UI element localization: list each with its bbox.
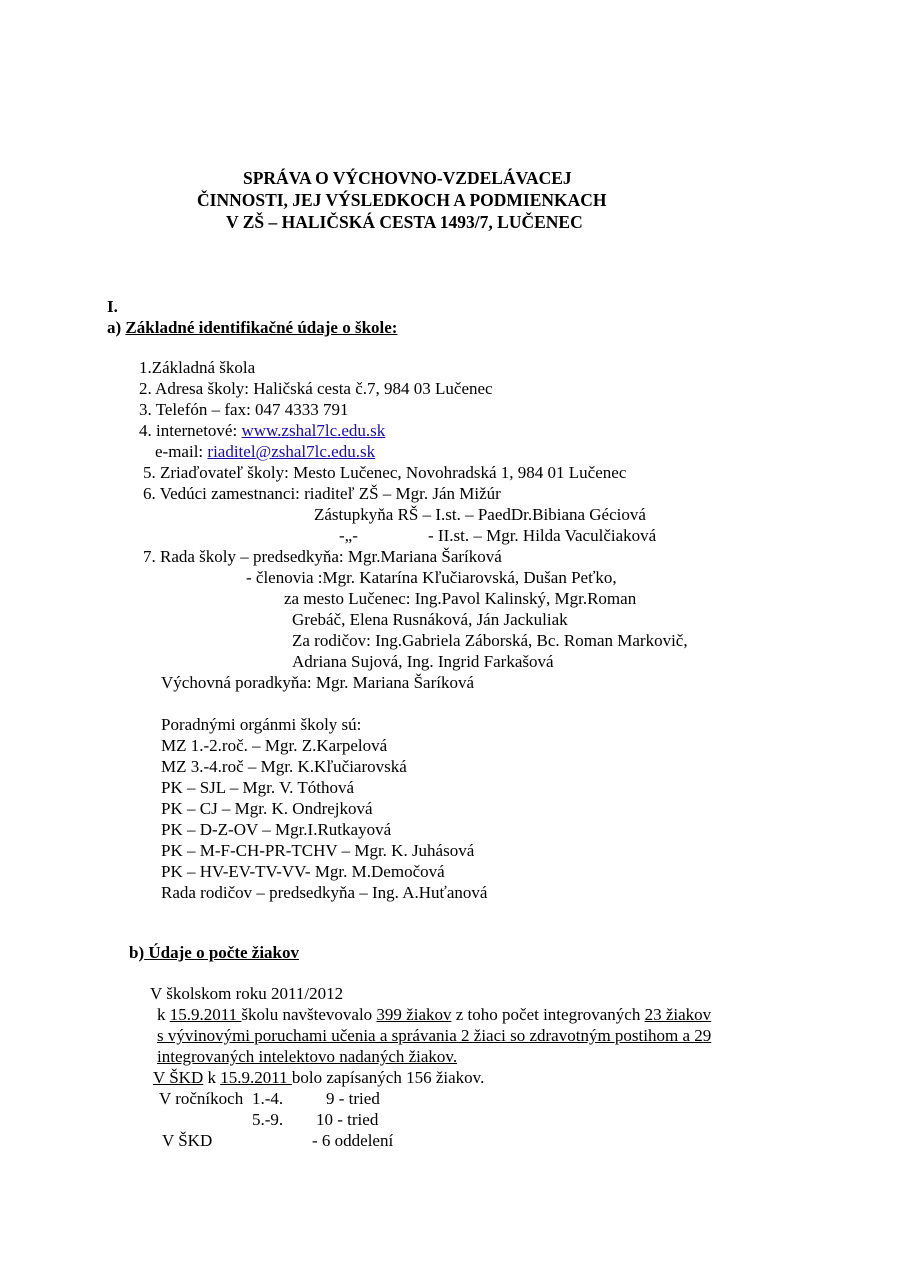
pupils-count: 399 žiakov [376,1005,452,1024]
advisory-heading: Poradnými orgánmi školy sú: [161,715,362,734]
grades1-range: 1.-4. [252,1089,284,1108]
advisory-item: Rada rodičov – predsedkyňa – Ing. A.Huťanová [161,883,488,902]
item-web-label: 4. internetové: [139,421,238,440]
section-number: I. [107,297,118,316]
skd-departments-label: V ŠKD [162,1131,213,1150]
skd-rest: bolo zapísaných 156 žiakov. [291,1068,485,1087]
grades2-range: 5.-9. [252,1110,284,1129]
grades-label: V ročníkoch [159,1089,244,1108]
board-members-3: Grebáč, Elena Rusnáková, Ján Jackuliak [292,610,568,629]
item-founder: 5. Zriaďovateľ školy: Mesto Lučenec, Novohradská 1, 984 01 Lučenec [143,463,627,482]
item-email-row [155,442,375,462]
section-b-heading-row [129,943,299,963]
advisory-item: PK – M-F-CH-PR-TCHV – Mgr. K. Juhásová [161,841,475,860]
advisory-item: PK – D-Z-OV – Mgr.I.Rutkayová [161,820,392,839]
advisory-item: PK – CJ – Mgr. K. Ondrejková [161,799,373,818]
skd-k: k [203,1068,221,1087]
school-year-line: V školskom roku 2011/2012 [150,984,344,1003]
pupils-line-1 [157,1005,711,1025]
item-school-type: 1.Základná škola [139,358,256,377]
advisory-item: PK – SJL – Mgr. V. Tóthová [161,778,355,797]
section-b-prefix: b) [129,943,145,962]
pupils-after: z toho počet integrovaných [451,1005,645,1024]
section-b-heading: Údaje o počte žiakov [144,943,299,962]
email-link[interactable]: riaditel@zshal7lc.edu.sk [207,442,376,461]
item-deputy-2-ditto: -„- [339,526,358,545]
item-deputy-1: Zástupkyňa RŠ – I.st. – PaedDr.Bibiana Géciová [314,505,646,524]
advisory-item: PK – HV-EV-TV-VV- Mgr. M.Demočová [161,862,445,881]
pupils-date: 15.9.2011 [169,1005,242,1024]
board-members-2: za mesto Lučenec: Ing.Pavol Kalinský, Mgr.Roman [284,589,637,608]
pupils-k: k [157,1005,170,1024]
email-label: e-mail: [155,442,204,461]
section-a-heading-row [107,318,397,338]
skd-line [153,1068,484,1088]
section-a-prefix: a) [107,318,122,337]
item-deputy-2: - II.st. – Mgr. Hilda Vaculčiaková [428,526,657,545]
section-a-heading: Základné identifikačné údaje o škole: [125,318,398,337]
advisory-item: MZ 3.-4.roč – Mgr. K.Kľučiarovská [161,757,407,776]
board-members-4: Za rodičov: Ing.Gabriela Záborská, Bc. Roman Markovič, [292,631,688,650]
board-members-1: - členovia :Mgr. Katarína Kľučiarovská, Dušan Peťko, [246,568,617,587]
item-managers: 6. Vedúci zamestnanci: riaditeľ ZŠ – Mgr. Ján Mižúr [143,484,501,503]
title-line-3: V ZŠ – HALIČSKÁ CESTA 1493/7, LUČENEC [226,212,583,232]
skd-label-u: V ŠKD [153,1068,204,1087]
counselor: Výchovná poradkyňa: Mgr. Mariana Šaríková [161,673,474,692]
skd-departments-count: - 6 oddelení [312,1131,394,1150]
skd-date: 15.9.2011 [220,1068,292,1087]
title-line-2: ČINNOSTI, JEJ VÝSLEDKOCH A PODMIENKACH [197,190,607,210]
grades1-count: 9 - tried [326,1089,380,1108]
pupils-mid: školu navštevovalo [241,1005,377,1024]
pupils-integrated: 23 žiakov [644,1005,712,1024]
title-line-1: SPRÁVA O VÝCHOVNO-VZDELÁVACEJ [243,168,572,188]
item-web-row [139,421,385,441]
item-address: 2. Adresa školy: Haličská cesta č.7, 984 03 Lučenec [139,379,493,398]
item-school-board: 7. Rada školy – predsedkyňa: Mgr.Mariana Šaríková [143,547,502,566]
grades2-count: 10 - tried [316,1110,379,1129]
board-members-5: Adriana Sujová, Ing. Ingrid Farkašová [292,652,554,671]
item-phone: 3. Telefón – fax: 047 4333 791 [139,400,349,419]
pupils-line-2: s vývinovými poruchami učenia a správania 2 žiaci so zdravotným postihom a 29 [157,1026,712,1045]
advisory-item: MZ 1.-2.roč. – Mgr. Z.Karpelová [161,736,388,755]
website-link[interactable]: www.zshal7lc.edu.sk [241,421,386,440]
pupils-line-3: integrovaných intelektovo nadaných žiakov. [157,1047,458,1066]
